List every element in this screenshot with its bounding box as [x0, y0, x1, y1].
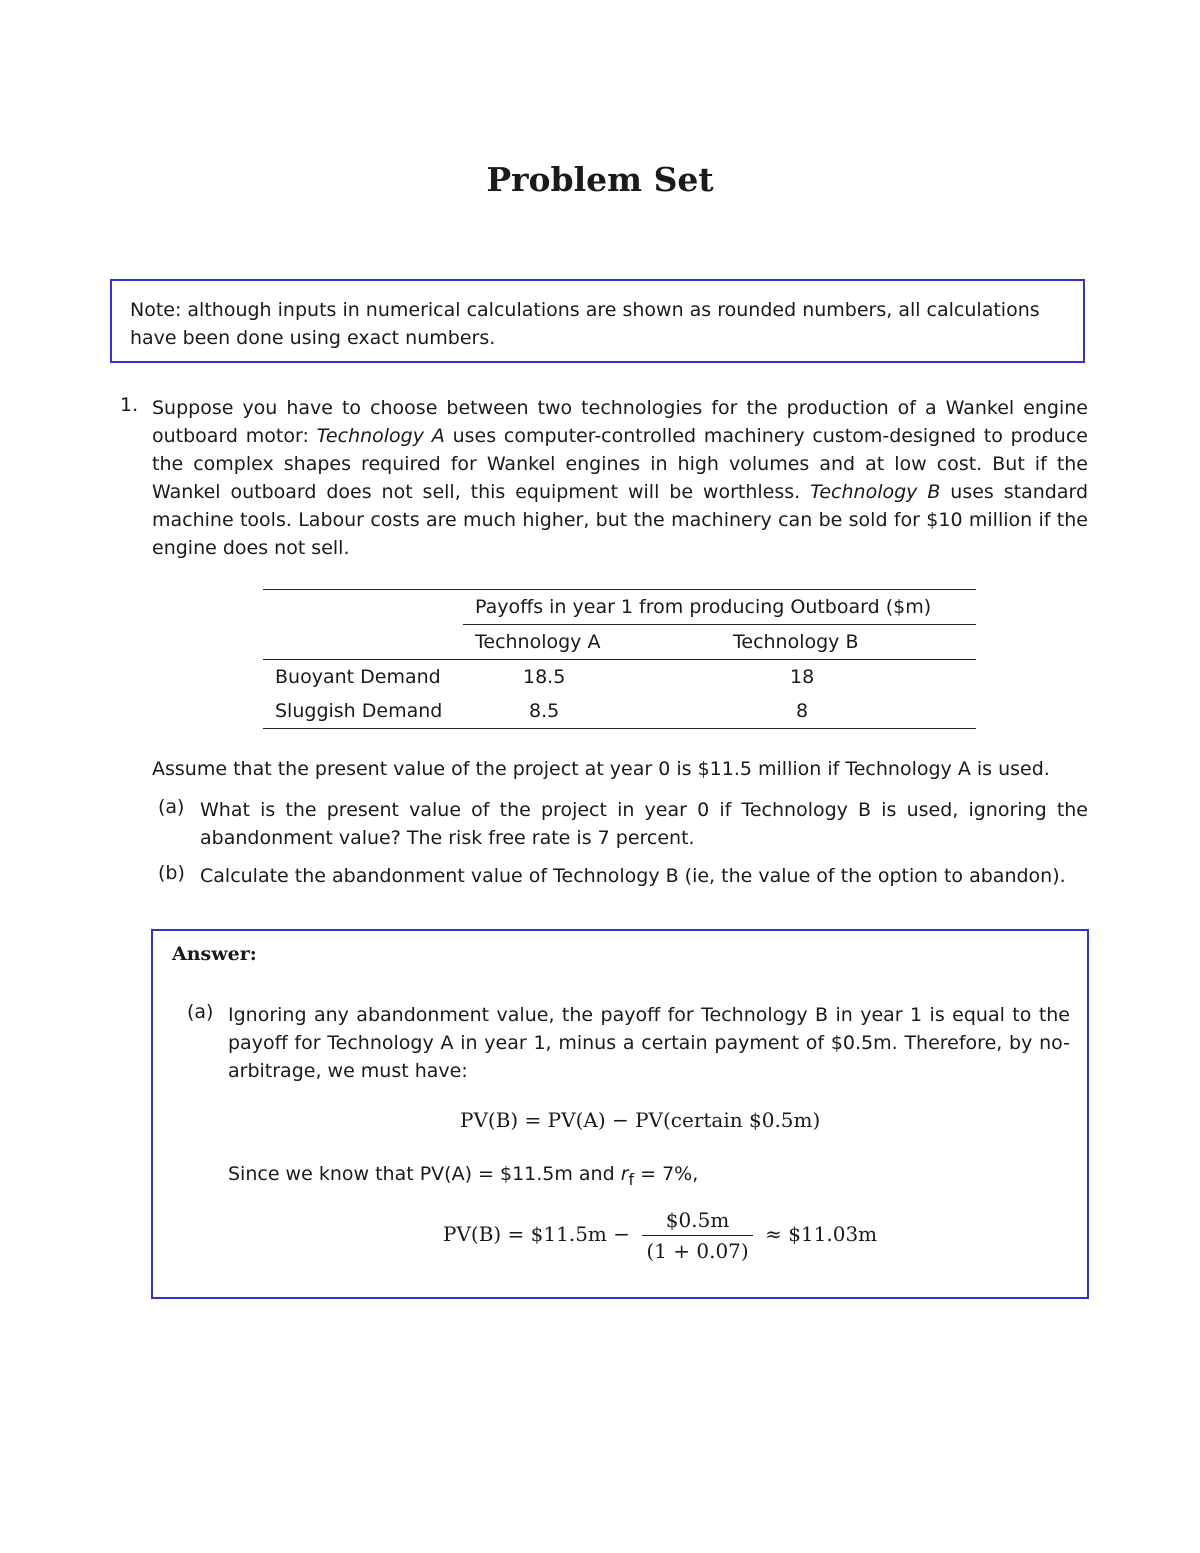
answer-a-text: Ignoring any abandonment value, the payoff for Technology B in year 1 is equal to the payoff for Technology A in year 1, minus a certain payment of $0.5m. Therefore, by no-arbitrage, we must have: — [228, 1004, 1070, 1082]
cell-tech-b: 8 — [723, 694, 976, 729]
fraction-numerator: $0.5m — [642, 1208, 752, 1236]
cell-tech-b: 18 — [723, 660, 976, 695]
since-text-1: Since we know that PV(A) = $11.5m and — [228, 1163, 621, 1185]
since-statement — [228, 1160, 698, 1194]
problem-statement — [152, 394, 1088, 562]
since-text-2: = 7%, — [634, 1163, 699, 1185]
problem-number: 1. — [120, 394, 139, 416]
equation-right: ≈ $11.03m — [765, 1222, 878, 1246]
note-text: Note: although inputs in numerical calculations are shown as rounded numbers, all calculations have been done using exact numbers. — [130, 299, 1040, 349]
technology-b-term: Technology B — [810, 481, 941, 503]
table-header-tech-b: Technology B — [723, 625, 976, 660]
page-title: Problem Set — [486, 160, 714, 199]
equation-pv-b: PV(B) = PV(A) − PV(certain $0.5m) — [460, 1108, 821, 1132]
answer-heading: Answer: — [172, 943, 257, 965]
risk-free-subscript: f — [628, 1169, 635, 1189]
note-box — [110, 279, 1085, 363]
question-b-text: Calculate the abandonment value of Technology B (ie, the value of the option to abandon). — [200, 865, 1066, 887]
fraction — [642, 1208, 752, 1263]
cell-tech-a: 8.5 — [463, 694, 723, 729]
technology-a-term: Technology A — [316, 425, 445, 447]
problem-intro-3: uses standard machine tools. Labour costs are much higher, but the machinery can be sold for $10 million if the engine does not sell. — [152, 481, 1088, 559]
row-label: Sluggish Demand — [263, 694, 463, 729]
table-header-row — [263, 590, 976, 625]
answer-a-label: (a) — [187, 1001, 214, 1023]
question-b-label: (b) — [158, 862, 185, 884]
table-group-header: Payoffs in year 1 from producing Outboard ($m) — [463, 590, 976, 625]
question-a-text: What is the present value of the project in year 0 if Technology B is used, ignoring the abandonment value? The risk free rate is 7 percent. — [200, 799, 1088, 849]
question-a-label: (a) — [158, 796, 185, 818]
equation-pv-b-value — [443, 1208, 877, 1263]
assumption-text: Assume that the present value of the project at year 0 is $11.5 million if Technology A is used. — [152, 758, 1050, 780]
payoff-table — [263, 589, 976, 729]
table-row — [263, 694, 976, 729]
table-row — [263, 660, 976, 695]
table-header-tech-a: Technology A — [463, 625, 723, 660]
row-label: Buoyant Demand — [263, 660, 463, 695]
table-subheader-row — [263, 625, 976, 660]
fraction-denominator: (1 + 0.07) — [646, 1239, 749, 1263]
cell-tech-a: 18.5 — [463, 660, 723, 695]
equation-left: PV(B) = $11.5m − — [443, 1222, 631, 1246]
risk-free-symbol: r — [620, 1163, 629, 1185]
problem-intro-2: uses computer-controlled machinery custom-designed to produce the complex shapes required for Wankel engines in high volumes and at low cost. But if the Wankel outboard does not sell, this equipment will be worthless. — [152, 425, 1088, 503]
problem-intro-1: Suppose you have to choose between two technologies for the production of a Wankel engine outboard motor: — [152, 397, 1088, 447]
